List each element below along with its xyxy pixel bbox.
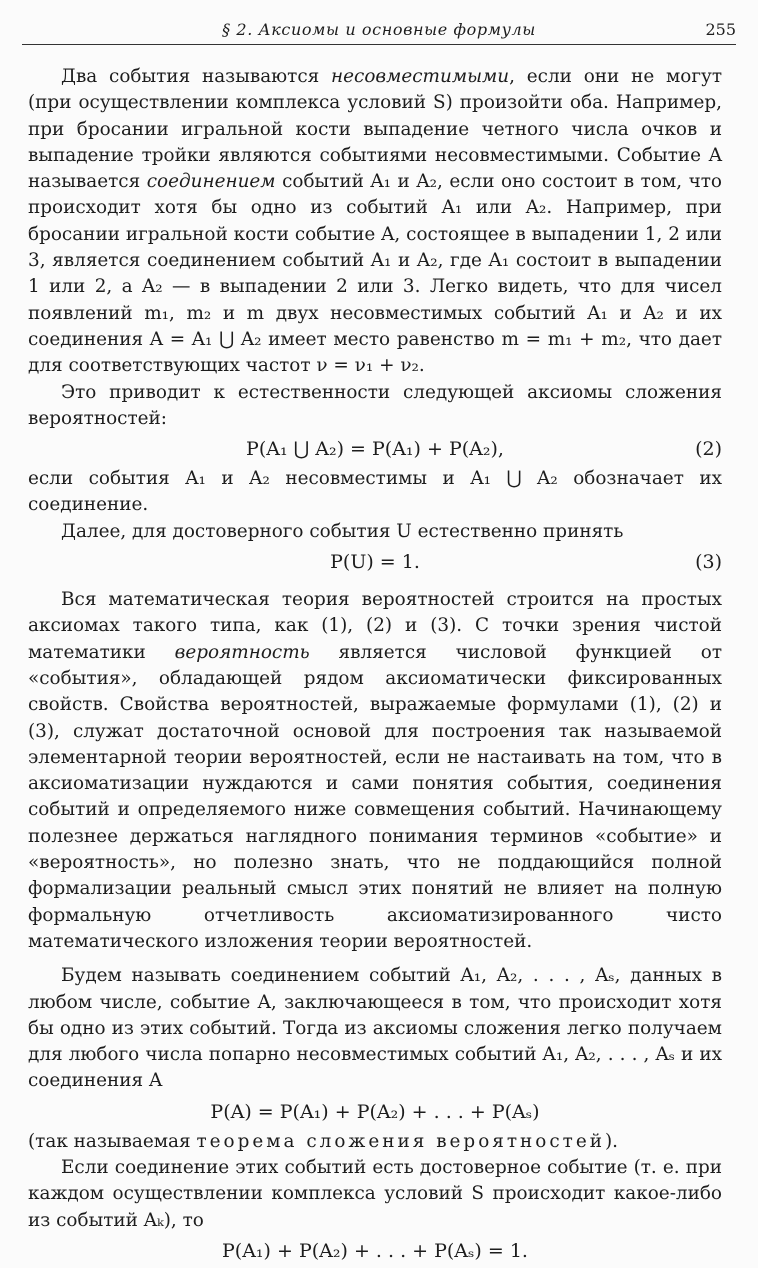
formula-expression: P(U) = 1. <box>330 551 420 574</box>
term-union: соединением <box>146 171 276 193</box>
term-incompatible: несовместимыми <box>331 66 510 87</box>
formula-sum <box>28 1095 722 1129</box>
paragraph-addition-axiom-intro: Это приводит к естественности следующей аксиомы сложения вероятностей: <box>28 381 722 429</box>
text-segment: Вся математическая теория вероятностей строится на простых аксиомах такого типа, как (1), (2) и (3). С точки зрения чистой математики <box>28 589 722 663</box>
paragraph-formula-2-condition: если события A₁ и A₂ несовместимы и A₁ ⋃ A₂ обозначает их соединение. <box>28 468 722 516</box>
header-rule <box>22 44 736 45</box>
page-number: 255 <box>705 20 736 39</box>
text-segment: ). <box>605 1130 619 1152</box>
formula-total <box>28 1234 722 1268</box>
formula-2 <box>28 432 722 466</box>
formula-expression: P(A) = P(A₁) + P(A₂) + . . . + P(Aₛ) <box>210 1100 540 1123</box>
equation-number: (3) <box>695 551 722 574</box>
formula-expression: P(A₁ ⋃ A₂) = P(A₁) + P(A₂), <box>246 438 504 461</box>
text-segment: Два события называются <box>61 66 332 87</box>
text-segment: является числовой функцией от «события», обладающей рядом аксиоматически фиксированных свойств. Свойства вероятностей, выражаемые формулами (1), (2) и (3), служат достаточной основой для построения так называемой элементарной теории вероятностей, если не настаивать на том, что в аксиоматизации нуждаются и сами понятия события, соединения событий и определяемого ниже совмещения событий. Начинающему полезнее держаться наглядного понимания терминов «событие» и «вероятность», но полезно знать, что не поддающийся полной формализации реальный смысл этих понятий не влияет на полную формальную отчетливость аксиоматизированного чисто математического изложения теории вероятностей. <box>28 641 722 952</box>
paragraph-incompatible-events <box>28 64 722 380</box>
paragraph-axiomatic-theory <box>28 587 722 955</box>
text-segment: событий A₁ и A₂, если оно состоит в том, что происходит хотя бы одно из событий A₁ или A₂. Например, при бросании игральной кости событие A, состоящее в выпадении 1, 2 или 3, является соединением событий A₁ и A₂, где A₁ состоит в выпадении 1 или 2, а A₂ — в выпадении 2 или 3. Легко видеть, что для чисел появлений m₁, m₂ и m двух несовместимых событий A₁ и A₂ и их соединения A = A₁ ⋃ A₂ имеет место равенство m = m₁ + m₂, что дает для соответствующих частот ν = ν₁ + ν₂. <box>28 171 723 377</box>
paragraph-addition-theorem <box>28 1129 722 1155</box>
theorem-name: теорема сложения вероятностей <box>196 1130 605 1152</box>
paragraph-certain-event: Далее, для достоверного события U естественно принять <box>61 520 624 542</box>
term-probability: вероятность <box>174 641 310 663</box>
main-text <box>28 64 722 1268</box>
formula-3 <box>28 545 722 579</box>
text-segment: , если они не могут (при осуществлении комплекса условий S) произойти оба. Например, при бросании игральной кости выпадение четного числа очков и выпадение тройки являются событиями несовместимыми. Событие A называется <box>28 66 723 193</box>
equation-number: (2) <box>695 438 722 461</box>
paragraph-union-of-many: Будем называть соединением событий A₁, A₂, . . . , Aₛ, данных в любом числе, событие A, заключающееся в том, что происходит хотя бы одно из этих событий. Тогда из аксиомы сложения легко получаем для любого числа попарно несовместимых событий A₁, A₂, . . . , Aₛ и их соединения A <box>28 965 722 1092</box>
text-segment: (так называемая <box>28 1130 197 1152</box>
formula-expression: P(A₁) + P(A₂) + . . . + P(Aₛ) = 1. <box>222 1239 528 1262</box>
paragraph-certain-union: Если соединение этих событий есть достоверное событие (т. е. при каждом осуществлении комплекса условий S происходит какое-либо из событий Aₖ), то <box>28 1156 722 1231</box>
running-title: § 2. Аксиомы и основные формулы <box>222 20 536 39</box>
page-header <box>22 18 736 48</box>
